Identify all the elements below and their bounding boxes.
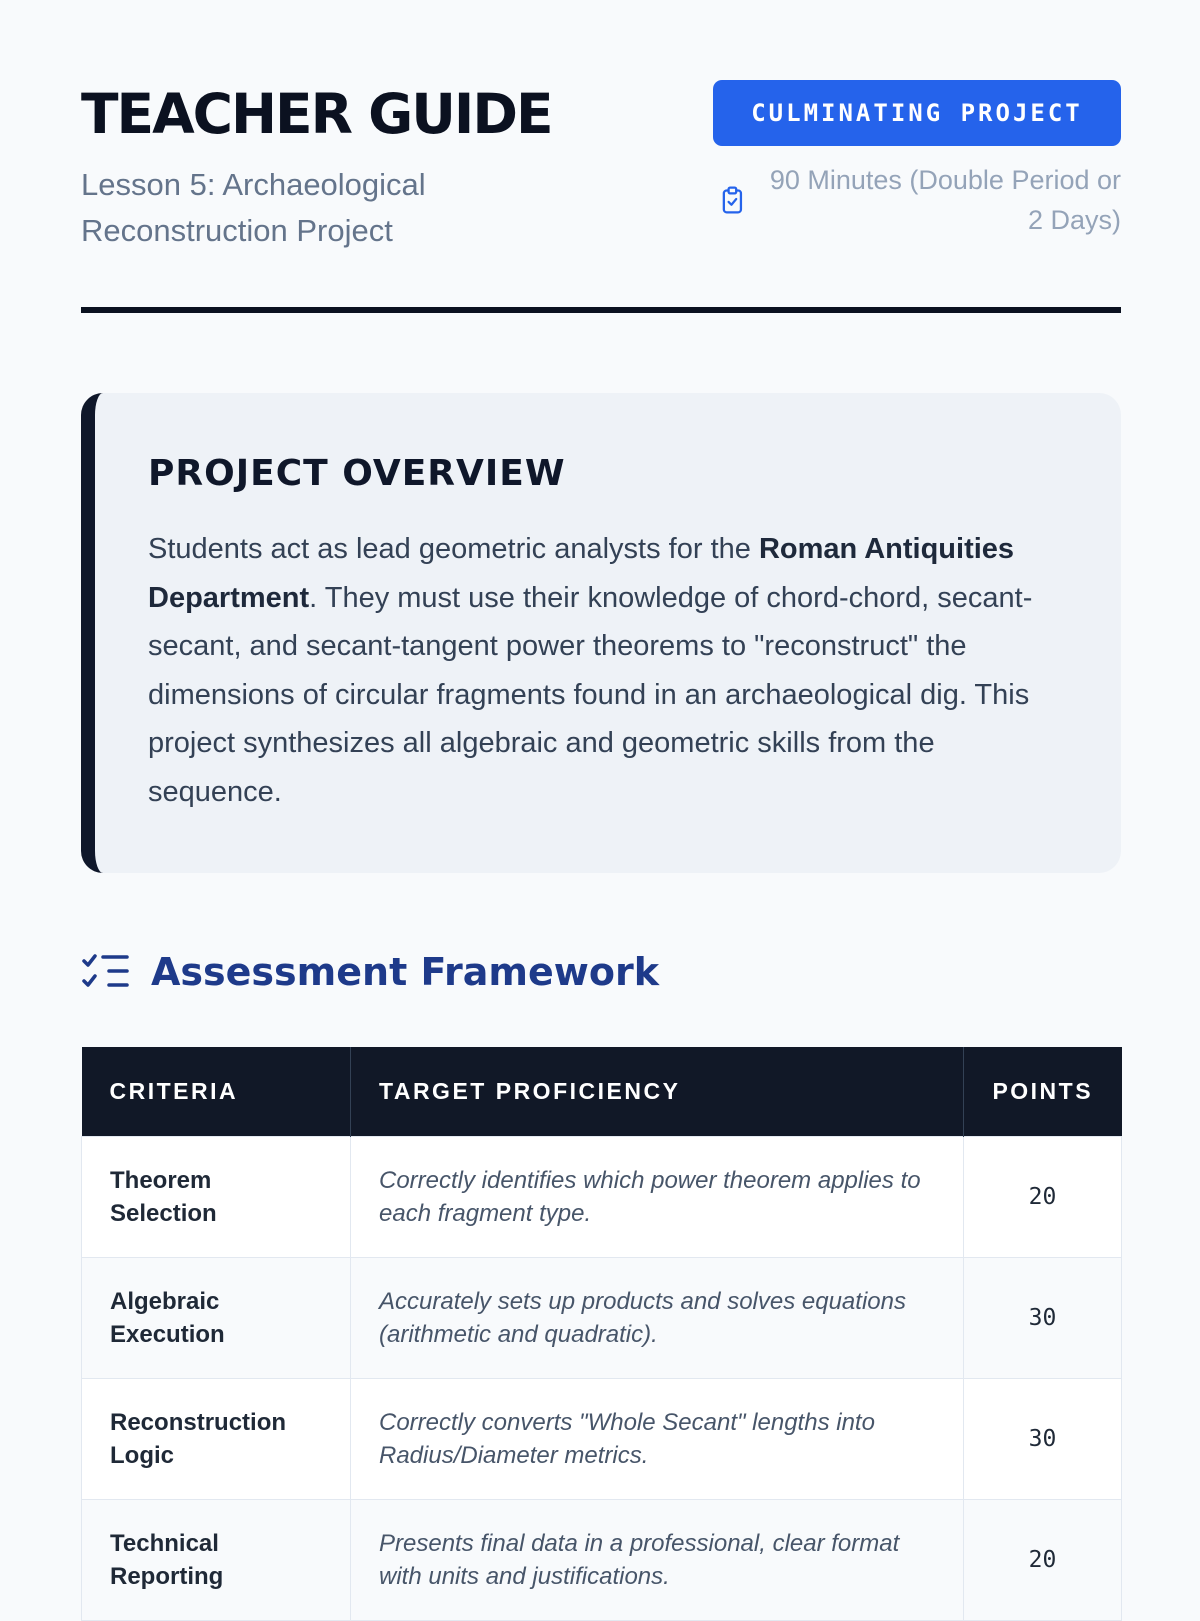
points-cell: 20 xyxy=(964,1137,1122,1258)
criteria-cell: Theorem Selection xyxy=(82,1137,351,1258)
criteria-cell: Algebraic Execution xyxy=(82,1258,351,1379)
points-cell: 30 xyxy=(964,1379,1122,1500)
overview-text-intro: Students act as lead geometric analysts for the xyxy=(148,533,759,565)
proficiency-cell: Correctly identifies which power theorem applies to each fragment type. xyxy=(351,1137,964,1258)
points-cell: 20 xyxy=(964,1500,1122,1621)
culminating-project-badge: CULMINATING PROJECT xyxy=(713,80,1121,146)
clipboard-check-icon xyxy=(721,185,744,215)
header-divider xyxy=(81,307,1121,313)
table-header-row xyxy=(82,1047,1122,1137)
table-row xyxy=(82,1137,1122,1258)
duration-text: 90 Minutes (Double Period or 2 Days) xyxy=(769,165,1121,235)
column-header-criteria: CRITERIA xyxy=(82,1047,351,1137)
column-header-points: POINTS xyxy=(964,1047,1122,1137)
table-row xyxy=(82,1379,1122,1500)
criteria-cell: Technical Reporting xyxy=(82,1500,351,1621)
duration-info xyxy=(721,160,1121,240)
assessment-heading: Assessment Framework xyxy=(151,950,659,994)
proficiency-cell: Correctly converts "Whole Secant" lengths into Radius/Diameter metrics. xyxy=(351,1379,964,1500)
table-row xyxy=(82,1258,1122,1379)
teacher-guide-page xyxy=(81,0,1121,1590)
proficiency-cell: Presents final data in a professional, clear format with units and justifications. xyxy=(351,1500,964,1621)
assessment-table xyxy=(81,1047,1122,1621)
overview-text xyxy=(148,525,1048,816)
checklist-icon xyxy=(81,951,129,993)
criteria-cell: Reconstruction Logic xyxy=(82,1379,351,1500)
project-overview-card xyxy=(81,393,1121,873)
proficiency-cell: Accurately sets up products and solves equations (arithmetic and quadratic). xyxy=(351,1258,964,1379)
table-row xyxy=(82,1500,1122,1621)
assessment-section-title xyxy=(81,950,659,994)
lesson-subtitle: Lesson 5: Archaeological Reconstruction Project xyxy=(81,167,426,248)
overview-emphasis: Roman Antiquities Department xyxy=(148,533,1015,614)
overview-heading: PROJECT OVERVIEW xyxy=(148,453,566,494)
page-title: TEACHER GUIDE xyxy=(81,82,552,146)
guide-header xyxy=(81,0,1121,320)
overview-text-rest: . They must use their knowledge of chord-chord, secant-secant, and secant-tangent power theorems to "reconstruct" the dimensions of circular fragments found in an archaeological dig. This project synthesizes all algebraic and geometric skills from the sequence. xyxy=(148,581,1033,808)
column-header-proficiency: TARGET PROFICIENCY xyxy=(351,1047,964,1137)
points-cell: 30 xyxy=(964,1258,1122,1379)
